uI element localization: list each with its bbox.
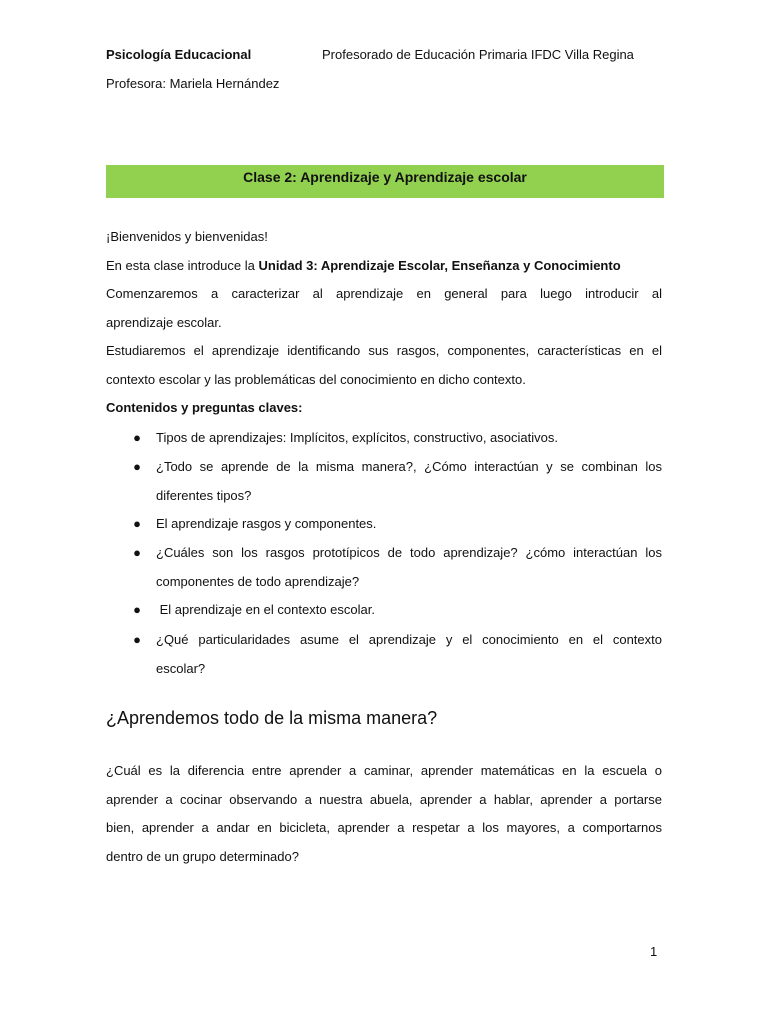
list-item-text-line-1: ¿Cuáles son los rasgos prototípicos de todo aprendizaje? ¿cómo interactúan los xyxy=(156,545,662,560)
list-item-text-line-1: ¿Todo se aprende de la misma manera?, ¿Cómo interactúan y se combinan los xyxy=(156,459,662,474)
section-paragraph-line-3: bien, aprender a andar en bicicleta, aprender a respetar a los mayores, a comportarnos xyxy=(106,820,662,835)
list-item xyxy=(106,452,662,510)
class-title: Clase 2: Aprendizaje y Aprendizaje escolar xyxy=(243,169,527,185)
class-title-banner xyxy=(106,165,664,198)
bullet-icon: ● xyxy=(133,602,141,617)
list-item xyxy=(106,625,662,683)
list-item xyxy=(106,423,662,452)
bullet-icon: ● xyxy=(133,545,141,560)
paragraph-1-line-2: aprendizaje escolar. xyxy=(106,315,222,330)
list-item xyxy=(106,595,662,624)
paragraph-1-line-1: Comenzaremos a caracterizar al aprendizaje en general para luego introducir al xyxy=(106,286,662,301)
list-item-text-line-1: ¿Qué particularidades asume el aprendizaje y el conocimiento en el contexto xyxy=(156,632,662,647)
list-item xyxy=(106,538,662,596)
bullet-icon: ● xyxy=(133,632,141,647)
bullet-icon: ● xyxy=(133,459,141,474)
page-number: 1 xyxy=(650,944,658,959)
paragraph-2-line-2: contexto escolar y las problemáticas del conocimiento en dicho contexto. xyxy=(106,372,526,387)
bullet-icon: ● xyxy=(133,430,141,445)
unit-intro-prefix: En esta clase introduce la xyxy=(106,258,259,273)
welcome-text: ¡Bienvenidos y bienvenidas! xyxy=(106,229,268,244)
section-paragraph-line-2: aprender a cocinar observando a nuestra abuela, aprender a hablar, aprender a portarse xyxy=(106,792,662,807)
section-heading: ¿Aprendemos todo de la misma manera? xyxy=(106,708,438,728)
paragraph-2-line-1: Estudiaremos el aprendizaje identificando sus rasgos, componentes, características en el xyxy=(106,343,662,358)
list-item-text-line-2: escolar? xyxy=(156,661,206,676)
list-item-text-line-2: diferentes tipos? xyxy=(156,488,252,503)
teacher-name: Profesora: Mariela Hernández xyxy=(106,76,280,91)
list-item-text: Tipos de aprendizajes: Implícitos, explícitos, constructivo, asociativos. xyxy=(156,430,558,445)
institution-name: Profesorado de Educación Primaria IFDC Villa Regina xyxy=(322,47,634,62)
contents-heading: Contenidos y preguntas claves: xyxy=(106,400,303,415)
section-paragraph-line-1: ¿Cuál es la diferencia entre aprender a caminar, aprender matemáticas en la escuela o xyxy=(106,763,662,778)
list-item xyxy=(106,509,662,538)
unit-title: Unidad 3: Aprendizaje Escolar, Enseñanza y Conocimiento xyxy=(258,258,621,273)
bullet-icon: ● xyxy=(133,516,141,531)
list-item-text-line-2: componentes de todo aprendizaje? xyxy=(156,574,360,589)
course-name: Psicología Educacional xyxy=(106,47,252,62)
unit-intro xyxy=(106,251,662,280)
list-item-text: El aprendizaje rasgos y componentes. xyxy=(156,516,377,531)
section-paragraph-line-4: dentro de un grupo determinado? xyxy=(106,849,299,864)
list-item-text: El aprendizaje en el contexto escolar. xyxy=(156,602,375,617)
